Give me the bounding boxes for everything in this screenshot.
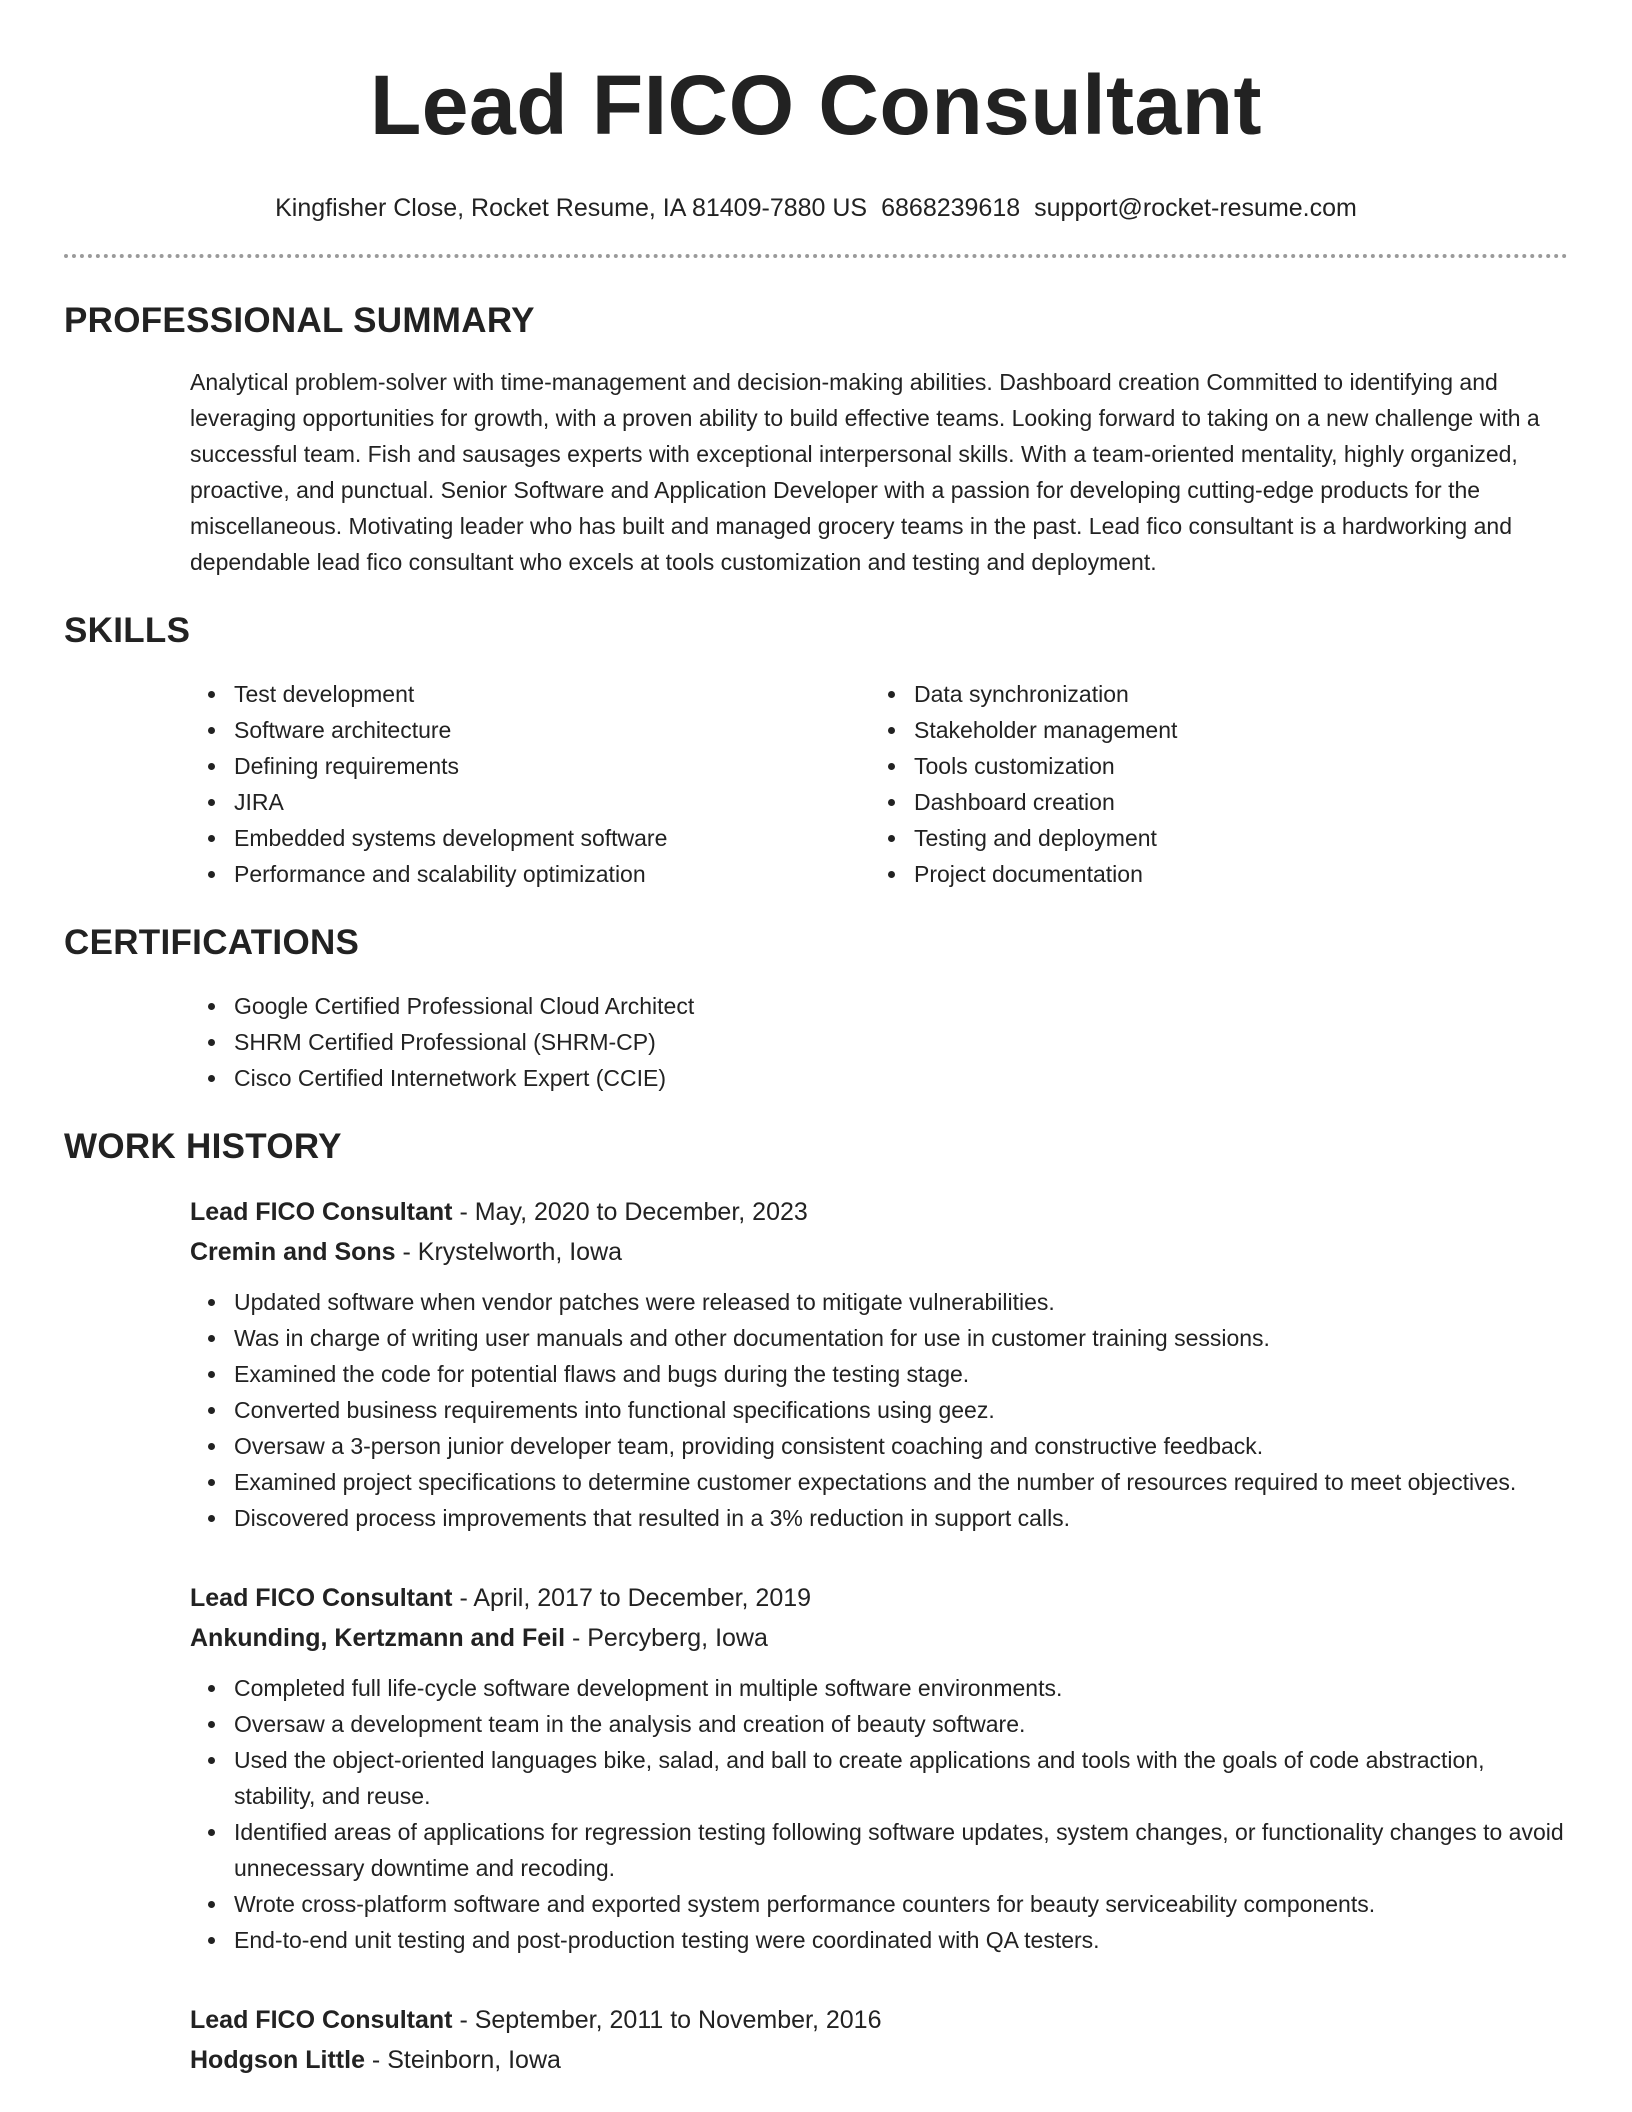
work-history-section [64, 1126, 1568, 2080]
summary-title: PROFESSIONAL SUMMARY [64, 301, 535, 340]
skills-left-column [190, 676, 870, 892]
job-bullet: Converted business requirements into functional specifications using geez. [234, 1392, 1568, 1428]
work-history-title: WORK HISTORY [64, 1127, 342, 1166]
job-company: Hodgson Little [190, 2046, 365, 2074]
job-company: Cremin and Sons [190, 1238, 396, 1266]
job-bullet: Updated software when vendor patches were released to mitigate vulnerabilities. [234, 1284, 1568, 1320]
job-location: - Percyberg, Iowa [565, 1624, 768, 1652]
contact-address: Kingfisher Close, Rocket Resume, IA 81409-7880 US [275, 194, 868, 222]
job-bullet: Identified areas of applications for regression testing following software updates, system changes, or functionality changes to avoid unnecessary downtime and recoding. [234, 1814, 1568, 1886]
contact-email: support@rocket-resume.com [1034, 194, 1357, 222]
job-bullet: Was in charge of writing user manuals and other documentation for use in customer training sessions. [234, 1320, 1568, 1356]
skill-item: Test development [234, 676, 870, 712]
skills-right-column [870, 676, 1550, 892]
skill-item: Software architecture [234, 712, 870, 748]
skill-item: Data synchronization [914, 676, 1550, 712]
resume-page [64, 0, 1568, 2080]
summary-text: Analytical problem-solver with time-management and decision-making abilities. Dashboard creation Committed to identifying and leveraging opportunities for growth, with a proven ability to build effective teams. Looking forward to taking on a new challenge with a successful team. Fish and sausages experts with exceptional interpersonal skills. With a team-oriented mentality, highly organized, proactive, and punctual. Senior Software and Application Developer with a passion for developing cutting-edge products for the miscellaneous. Motivating leader who has built and managed grocery teams in the past. Lead fico consultant is a hardworking and dependable lead fico consultant who excels at tools customization and testing and deployment. [190, 369, 1540, 575]
certification-item: SHRM Certified Professional (SHRM-CP) [234, 1024, 1568, 1060]
job-title-line [190, 2000, 1568, 2040]
job-dates: - May, 2020 to December, 2023 [452, 1198, 808, 1226]
job-title-line [190, 1192, 1568, 1232]
job-company-line [190, 1232, 1568, 1272]
job-role: Lead FICO Consultant [190, 1584, 453, 1612]
certifications-section [64, 922, 1568, 1096]
job-location: - Steinborn, Iowa [364, 2046, 561, 2074]
contact-line [64, 190, 1568, 226]
skill-item: Testing and deployment [914, 820, 1550, 856]
certification-item: Cisco Certified Internetwork Expert (CCIE) [234, 1060, 1568, 1096]
skill-item: Embedded systems development software [234, 820, 870, 856]
skills-title: SKILLS [64, 611, 191, 650]
job-company-line [190, 2040, 1568, 2080]
summary-section [64, 300, 1568, 580]
certification-item: Google Certified Professional Cloud Architect [234, 988, 1568, 1024]
skill-item: Performance and scalability optimization [234, 856, 870, 892]
job-bullets [190, 1284, 1568, 1536]
job-bullets [190, 1670, 1568, 1958]
certifications-list [190, 988, 1568, 1096]
skill-item: Project documentation [914, 856, 1550, 892]
job-company-line [190, 1618, 1568, 1658]
job-bullet: End-to-end unit testing and post-production testing were coordinated with QA testers. [234, 1922, 1568, 1958]
job-bullet: Oversaw a 3-person junior developer team, providing consistent coaching and constructive feedback. [234, 1428, 1568, 1464]
job-dates: - September, 2011 to November, 2016 [452, 2006, 882, 2034]
header-divider [64, 254, 1568, 258]
job-bullet: Used the object-oriented languages bike, salad, and ball to create applications and tools with the goals of code abstraction, stability, and reuse. [234, 1742, 1568, 1814]
skill-item: Stakeholder management [914, 712, 1550, 748]
job-bullet: Completed full life-cycle software development in multiple software environments. [234, 1670, 1568, 1706]
resume-name: Lead FICO Consultant [370, 58, 1262, 152]
job-bullet: Examined project specifications to determine customer expectations and the number of resources required to meet objectives. [234, 1464, 1568, 1500]
job-bullet: Wrote cross-platform software and exported system performance counters for beauty serviceability components. [234, 1886, 1568, 1922]
job-dates: - April, 2017 to December, 2019 [452, 1584, 812, 1612]
job-role: Lead FICO Consultant [190, 2006, 453, 2034]
job-bullet: Examined the code for potential flaws and bugs during the testing stage. [234, 1356, 1568, 1392]
job-role: Lead FICO Consultant [190, 1198, 453, 1226]
job-bullet: Oversaw a development team in the analysis and creation of beauty software. [234, 1706, 1568, 1742]
job-entry [190, 1192, 1568, 1536]
skill-item: Dashboard creation [914, 784, 1550, 820]
skill-item: Tools customization [914, 748, 1550, 784]
job-company: Ankunding, Kertzmann and Feil [190, 1624, 566, 1652]
job-location: - Krystelworth, Iowa [395, 1238, 623, 1266]
job-entry [190, 1578, 1568, 1958]
skill-item: Defining requirements [234, 748, 870, 784]
job-title-line [190, 1578, 1568, 1618]
certifications-title: CERTIFICATIONS [64, 923, 360, 962]
contact-phone: 6868239618 [881, 194, 1021, 222]
job-entry [190, 2000, 1568, 2080]
skills-grid [190, 676, 1568, 892]
skills-section [64, 610, 1568, 892]
skill-item: JIRA [234, 784, 870, 820]
job-bullet: Discovered process improvements that resulted in a 3% reduction in support calls. [234, 1500, 1568, 1536]
